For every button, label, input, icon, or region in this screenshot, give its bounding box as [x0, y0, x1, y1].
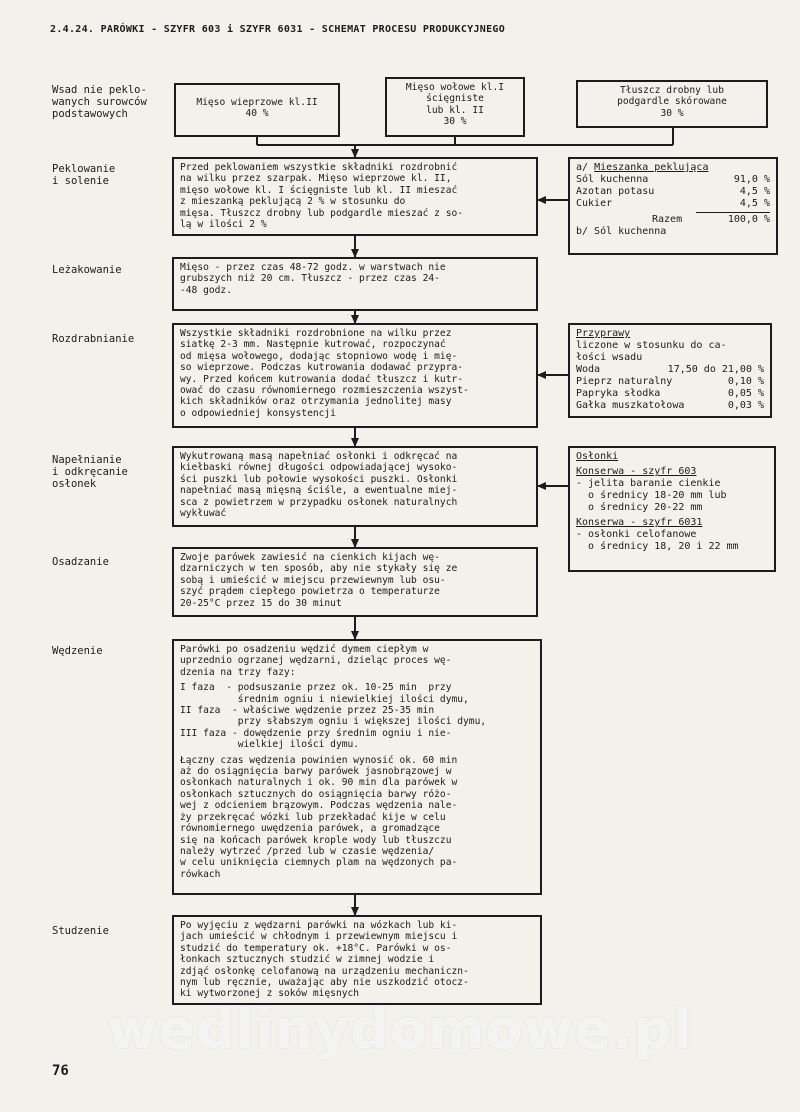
filling-text: Wykutrowaną masą napełniać osłonki i odkręcać na kiełbaski równej długości odpowiadającej wysoko- ści puszki lub połowie wysokości puszki. Osłonki napełniać masą mięsną ściśle, a ewentualne miej- sca z powietrzem w przypadku osłonek naturalnych wykłuwać — [180, 451, 458, 520]
curing-box — [172, 157, 538, 236]
casings-heading: Osłonki — [576, 451, 619, 462]
smoking-phase-1: I faza - podsuszanie przez ok. 10-25 min przy średnim ogniu i niewielkiej ilości dymu, — [180, 682, 469, 705]
step-label-grinding: Rozdrabnianie — [52, 333, 135, 345]
curing-mix-heading: Mieszanka peklująca — [594, 162, 709, 173]
step-label-settling: Osadzanie — [52, 556, 109, 568]
cooling-text: Po wyjęciu z wędzarni parówki na wózkach lub ki- jach umieścić w chłodnym i przewiewnym miejscu i studzić do temperatury ok. +18°C. Parówki w os- łonkach sztucznych studzić w zimnej wodzie i zdjąć osłonkę celofanową na urządzeniu mechaniczn- nym lub ręcznie, uważając aby nie uszkodzić otocz- ki wytworzonej z soków mięsnych — [180, 920, 469, 1000]
spices-heading: Przyprawy — [576, 328, 631, 339]
step-label-filling: Napełnianie i odkręcanie osłonek — [52, 454, 128, 490]
grinding-text: Wszystkie składniki rozdrobnione na wilku przez siatkę 2-3 mm. Następnie kutrować, rozpoczynać od mięsa wołowego, dodając stopniowo wodę i mię- so wieprzowe. Podczas kutrowania dodawać przypra- wy. Przed końcem kutrowania dodać tłuszcz i kutr- ować do czasu równomiernego rozmieszczenia wszyst- kich składników oraz otrzymania jednolitej masy o odpowiedniej konsystencji — [180, 328, 469, 419]
step-label-cooling: Studzenie — [52, 925, 109, 937]
raw-material-share: 30 % — [660, 107, 684, 119]
settling-text: Zwoje parówek zawiesić na cienkich kijach wę- dzarniczych w ten sposób, aby nie stykały się ze sobą i umieścić w miejscu przewiewnym lub osu- szyć prądem ciepłego powietrza o temperaturze 20-25°C przez 15 do 30 minut — [180, 552, 458, 609]
casings-group1-title: Konserwa - szyfr 603 — [576, 466, 697, 477]
step-label-curing: Peklowanie i solenie — [52, 163, 116, 187]
settling-box — [172, 547, 538, 617]
curing-text: Przed peklowaniem wszystkie składniki rozdrobnić na wilku przez szarpak. Mięso wieprzowe kl. II, mięso wołowe kl. I ścięgniste lub kl. II mieszać z mieszanką peklującą 2 % w stosunku do mięsa. Tłuszcz drobny lub podgardle mieszać z so- lą w ilości 2 % — [180, 162, 464, 231]
resting-text: Mięso - przez czas 48-72 godz. w warstwach nie grubszych niż 20 cm. Tłuszcz - przez czas 24- -48 godz. — [180, 262, 446, 296]
spice-item: Pieprz naturalny 0,10 % — [576, 376, 764, 387]
smoking-phase-2: II faza - właściwe wędzenie przez 25-35 min przy słabszym ogniu i większej ilości dymu, — [180, 705, 487, 728]
grinding-box — [172, 323, 538, 428]
casings-group2-title: Konserwa - szyfr 6031 — [576, 517, 703, 528]
step-label-resting: Leżakowanie — [52, 264, 122, 276]
casings-group2-text: - osłonki celofanowe o średnicy 18, 20 i 22 mm — [576, 529, 739, 552]
spice-item: Woda 17,50 do 21,00 % — [576, 364, 764, 375]
page-title: 2.4.24. PARÓWKI - SZYFR 603 i SZYFR 6031 - SCHEMAT PROCESU PRODUKCYJNEGO — [50, 24, 506, 35]
page-number: 76 — [52, 1063, 69, 1079]
smoking-intro-text: Parówki po osadzeniu wędzić dymem ciepłym w uprzednio ogrzanej wędzarni, dzieląc proces wę- dzenia na trzy fazy: — [180, 644, 452, 678]
spice-item: Gałka muszkatołowa 0,03 % — [576, 400, 764, 411]
curing-mix-item: Cukier 4,5 % — [576, 198, 770, 209]
raw-material-share: 30 % — [443, 116, 467, 128]
smoking-total-text: Łączny czas wędzenia powinien wynosić ok. 60 min aż do osiągnięcia barwy parówek jasnobrązowej w osłonkach naturalnych i ok. 90 min dla parówek w osłonkach sztucznych do osiągnięcia barwy różo- wej z odcieniem brązowym. Podczas wędzenia nale- ży przekręcać wózki lub przekładać kije w celu równomiernego uwędzenia parówek, a gromadzące się na końcach parówek krople wody lub tłuszczu należy wytrzeć /przed lub w czasie wędzenia/ w celu uniknięcia ciemnych plam na wędzonych pa- rówkach — [180, 754, 458, 880]
curing-mix-prefix: a/ — [576, 162, 589, 173]
filling-box — [172, 446, 538, 527]
curing-mix-item: Azotan potasu 4,5 % — [576, 186, 770, 197]
watermark: wedlinydomowe.pl — [107, 998, 693, 1061]
casings-group1-text: - jelita baranie cienkie o średnicy 18-20 mm lub o średnicy 20-22 mm — [576, 478, 727, 513]
curing-mix-total: Razem 100,0 % — [652, 214, 770, 225]
step-label-smoking: Wędzenie — [52, 645, 103, 657]
raw-material-name: Tłuszcz drobny lub podgardle skórowane — [617, 85, 727, 108]
casings-box — [568, 446, 776, 572]
resting-box — [172, 257, 538, 311]
spices-box — [568, 323, 772, 418]
spice-item: Papryka słodka 0,05 % — [576, 388, 764, 399]
curing-mix-item: Sól kuchenna 91,0 % — [576, 174, 770, 185]
step-label-raw-materials: Wsad nie peklo- wanych surowców podstawowych — [52, 84, 147, 120]
raw-material-share: 40 % — [245, 108, 269, 120]
raw-material-name: Mięso wieprzowe kl.II — [196, 97, 318, 108]
raw-material-name: Mięso wołowe kl.I ścięgniste lub kl. II — [405, 82, 505, 116]
curing-mix-box — [568, 157, 778, 255]
curing-mix-divider — [696, 212, 770, 213]
smoking-box — [172, 639, 542, 895]
cooling-box — [172, 915, 542, 1005]
spices-note: liczone w stosunku do ca- łości wsadu — [576, 340, 727, 363]
raw-material-beef-box — [385, 77, 525, 137]
raw-material-fat-box — [576, 80, 768, 128]
raw-material-pork-box — [174, 83, 340, 137]
curing-mix-alternative: b/ Sól kuchenna — [576, 226, 667, 237]
smoking-phase-3: III faza - dowędzenie przy średnim ogniu i nie- wielkiej ilości dymu. — [180, 727, 452, 751]
